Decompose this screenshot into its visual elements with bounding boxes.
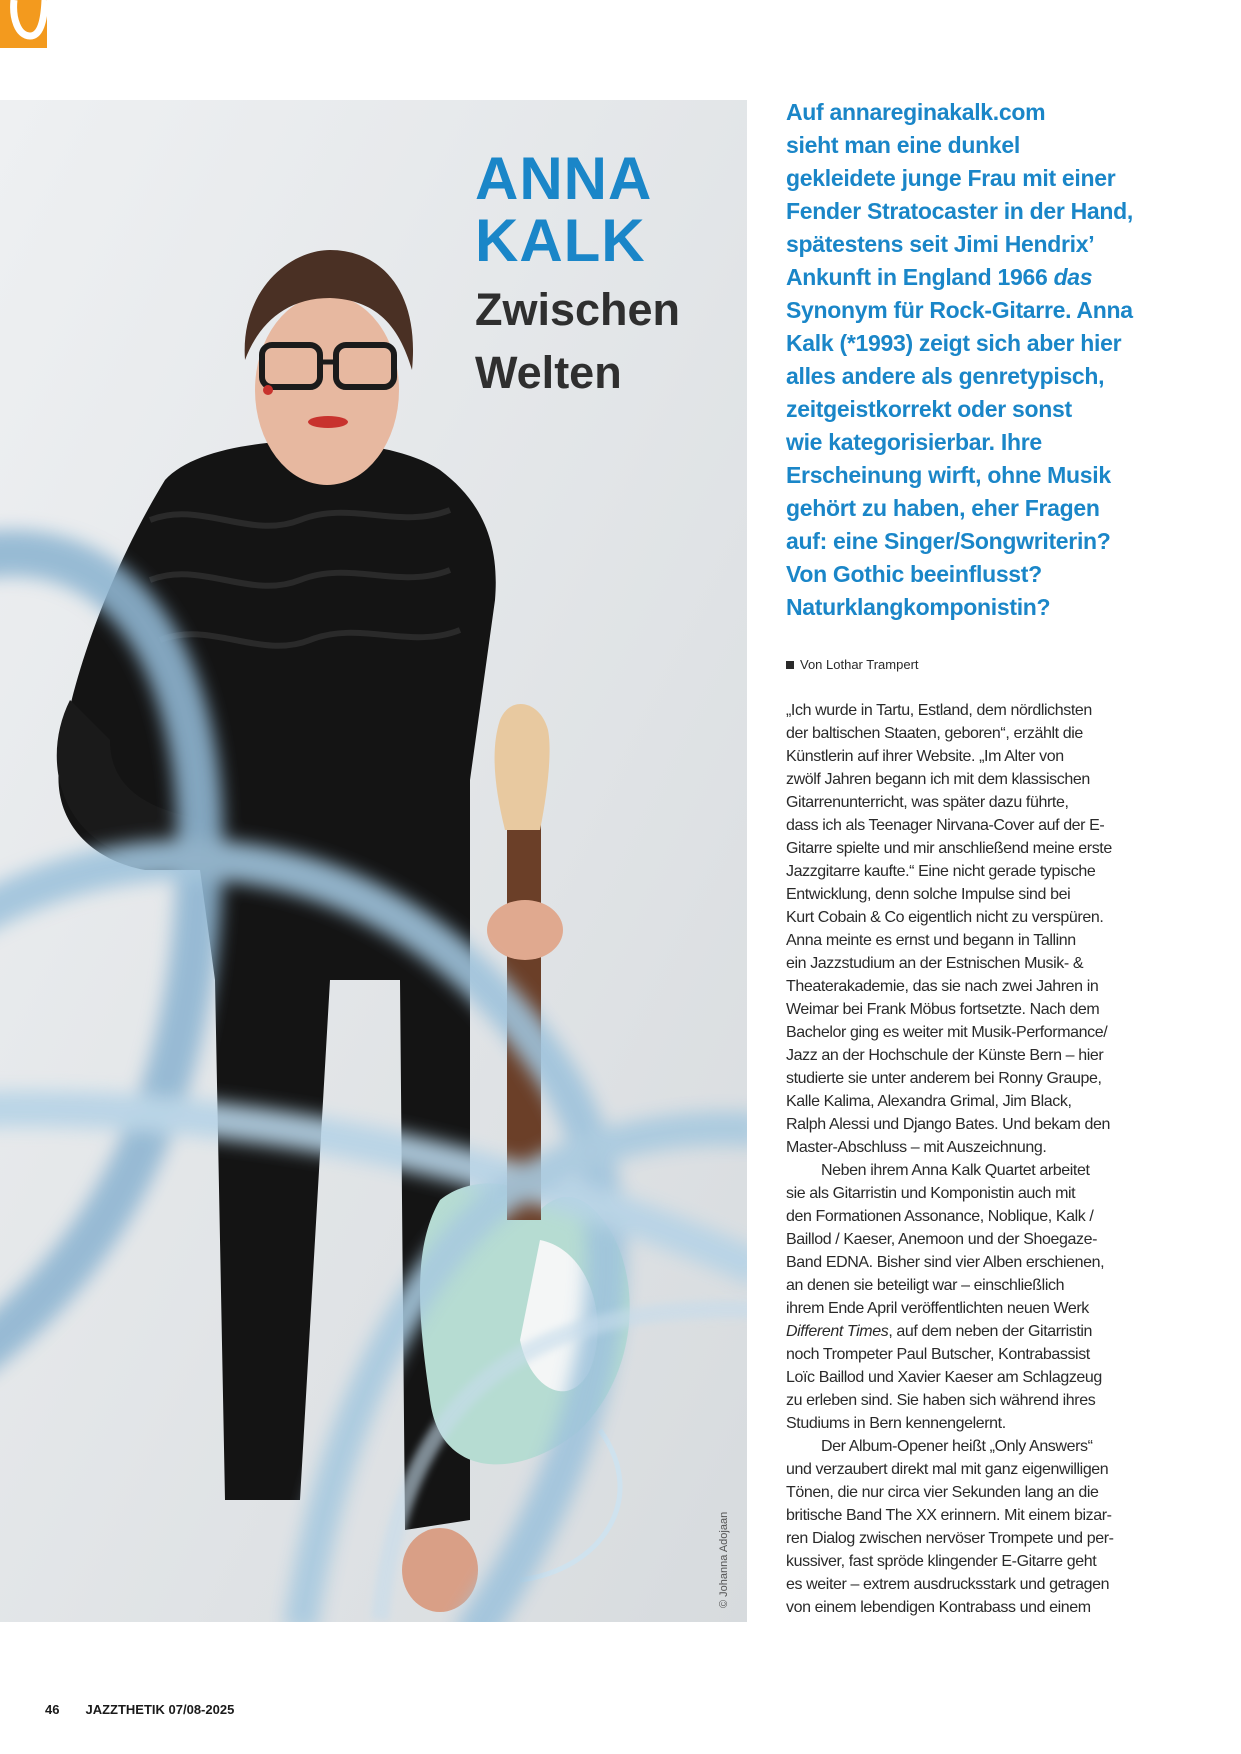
square-bullet-icon [786,661,794,669]
lead-line: Naturklangkomponistin? [786,594,1051,620]
lead-line: Von Gothic beeinflusst? [786,561,1042,587]
subtitle-line1: Zwischen [475,284,681,335]
body-line: Kalle Kalima, Alexandra Grimal, Jim Black, [786,1093,1072,1110]
body-line: Jazzgitarre kaufte.“ Eine nicht gerade typische [786,863,1096,880]
body-line: Master-Abschluss – mit Auszeichnung. [786,1139,1047,1156]
body-line: den Formationen Assonance, Noblique, Kalk / [786,1208,1094,1225]
byline [786,657,919,672]
body-line: Neben ihrem Anna Kalk Quartet arbeitet [821,1162,1090,1179]
body-line: Ralph Alessi und Django Bates. Und bekam den [786,1116,1110,1133]
magazine-issue: JAZZTHETIK 07/08-2025 [85,1702,235,1717]
body-line: zu erleben sind. Sie haben sich während ihres [786,1392,1096,1409]
body-line [786,1320,1146,1343]
lead-line: Auf annareginakalk.com [786,99,1046,125]
body-line: ihrem Ende April veröffentlichten neuen Werk [786,1300,1089,1317]
body-line: Theaterakademie, das sie nach zwei Jahren in [786,978,1099,995]
body-line: Bachelor ging es weiter mit Musik-Performance/ [786,1024,1108,1041]
body-line: sie als Gitarristin und Komponistin auch mit [786,1185,1076,1202]
body-line: „Ich wurde in Tartu, Estland, dem nördlichsten [786,702,1092,719]
body-line: ren Dialog zwischen nervöser Trompete und per- [786,1530,1114,1547]
body-line: ein Jazzstudium an der Estnischen Musik- & [786,955,1084,972]
lead-line: auf: eine Singer/Songwriterin? [786,528,1111,554]
page-number: 46 [45,1702,60,1717]
body-line-text: , auf dem neben der Gitarristin [888,1323,1093,1340]
body-line: an denen sie beteiligt war – einschließlich [786,1277,1065,1294]
lead-line: Erscheinung wirft, ohne Musik [786,462,1111,488]
body-line: Gitarrenunterricht, was später dazu führte, [786,794,1069,811]
lead-line: wie kategorisierbar. Ihre [786,429,1042,455]
photo-credit: © Johanna Adojaan [718,1511,730,1608]
album-title: Different Times [786,1323,889,1340]
title-subtitle [475,278,680,404]
lead-line: gehört zu haben, eher Fragen [786,495,1100,521]
lead-line: Fender Stratocaster in der Hand, [786,198,1133,224]
lead-line: spätestens seit Jimi Hendrix’ [786,231,1095,257]
body-line: Gitarre spielte und mir anschließend meine erste [786,840,1112,857]
body-line: Anna meinte es ernst und begann in Tallinn [786,932,1076,949]
subtitle-line2: Welten [475,347,622,398]
body-line: Entwicklung, denn solche Impulse sind bei [786,886,1071,903]
body-line: Loïc Baillod und Xavier Kaeser am Schlagzeug [786,1369,1102,1386]
lead-line [786,261,1126,294]
body-line: dass ich als Teenager Nirvana-Cover auf der E- [786,817,1105,834]
body-line: Studiums in Bern kennengelernt. [786,1415,1006,1432]
lead-line: zeitgeistkorrekt oder sonst [786,396,1072,422]
lead-line: alles andere als genretypisch, [786,363,1105,389]
article-title [475,145,681,404]
body-line: von einem lebendigen Kontrabass und einem [786,1599,1091,1616]
lead-line-text: Ankunft in England 1966 [786,264,1054,290]
lead-line: Kalk (*1993) zeigt sich aber hier [786,330,1122,356]
body-line: der baltischen Staaten, geboren“, erzählt die [786,725,1083,742]
body-line: Baillod / Kaeser, Anemoon und der Shoegaze- [786,1231,1098,1248]
page-footer [45,1702,260,1717]
body-line: Jazz an der Hochschule der Künste Bern – hier [786,1047,1104,1064]
body-line: noch Trompeter Paul Butscher, Kontrabassist [786,1346,1090,1363]
body-line: studierte sie unter anderem bei Ronny Graupe, [786,1070,1102,1087]
body-line: Tönen, die nur circa vier Sekunden lang an die [786,1484,1099,1501]
body-line: zwölf Jahren begann ich mit dem klassischen [786,771,1090,788]
body-line: Kurt Cobain & Co eigentlich nicht zu verspüren. [786,909,1104,926]
body-line: kussiver, fast spröde klingender E-Gitarre geht [786,1553,1097,1570]
lead-line: gekleidete junge Frau mit einer [786,165,1116,191]
body-line: es weiter – extrem ausdrucksstark und getragen [786,1576,1110,1593]
lead-line: Synonym für Rock-Gitarre. Anna [786,297,1133,323]
lead-paragraph [786,96,1133,624]
body-line: Künstlerin auf ihrer Website. „Im Alter von [786,748,1064,765]
byline-text: Von Lothar Trampert [800,657,919,672]
body-line: Band EDNA. Bisher sind vier Alben erschienen, [786,1254,1105,1271]
title-name-line2: KALK [475,207,646,274]
body-line: Der Album-Opener heißt „Only Answers“ [821,1438,1093,1455]
body-line: Weimar bei Frank Möbus fortsetzte. Nach dem [786,1001,1100,1018]
body-line: britische Band The XX erinnern. Mit einem bizar- [786,1507,1112,1524]
lead-italic: das [1053,264,1093,290]
article-body [786,699,1146,1619]
body-line: und verzaubert direkt mal mit ganz eigenwilligen [786,1461,1109,1478]
title-name-line1: ANNA [475,145,653,212]
lead-line: sieht man eine dunkel [786,132,1020,158]
orange-corner-logo [0,0,47,48]
